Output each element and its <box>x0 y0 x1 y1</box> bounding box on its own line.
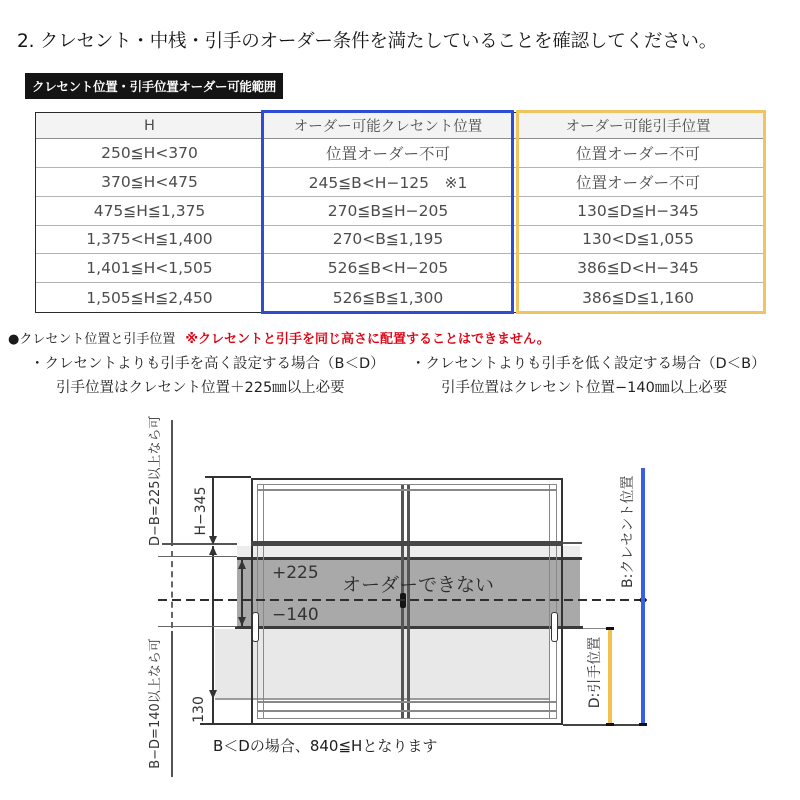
lower-rule-underline <box>171 631 173 777</box>
right-sash-stile <box>549 485 550 718</box>
dim-line-h345 <box>212 477 214 545</box>
offset-minus-140: −140 <box>272 605 319 625</box>
crescent-line-bottom-tick <box>639 723 647 727</box>
crescent-column-highlight <box>261 110 514 314</box>
table-header-cell: H <box>36 113 263 139</box>
crescent-position-label: B:クレセント位置 <box>620 475 636 588</box>
ext-line-handle-top <box>583 628 608 629</box>
note-bullet-title: ●クレセント位置と引手位置 <box>8 332 176 347</box>
dim-label-130: 130 <box>191 696 207 723</box>
crescent-level-dashline <box>158 599 645 601</box>
note-case-higher: ・クレセントよりも引手を高く設定する場合（B＜D） <box>30 356 385 372</box>
pull-handle-right <box>551 612 558 642</box>
crescent-position-line <box>641 468 645 725</box>
arrow-up-icon <box>238 560 246 569</box>
left-sash-stile <box>263 485 264 718</box>
section-label-badge: クレセント位置・引手位置オーダー可能範囲 <box>25 73 283 99</box>
table-cell: 475≦H≦1,375 <box>36 197 263 226</box>
ext-line-zone-bottom <box>158 626 237 627</box>
dim-label-h-345: H−345 <box>193 486 209 536</box>
offset-plus-225: +225 <box>272 563 319 583</box>
ext-line-baseline-right <box>563 724 645 726</box>
table-cell: 1,401≦H<1,505 <box>36 254 263 283</box>
table-cell: 270≦B≦H−205 <box>263 197 513 226</box>
arrow-up-icon <box>209 546 217 555</box>
top-rail-line <box>257 489 557 491</box>
table-cell: 526≦B≦1,300 <box>332 288 444 307</box>
page-title: 2. クレセント・中桟・引手のオーダー条件を満たしていることを確認してください。 <box>17 31 718 52</box>
note-case-lower: ・クレセントよりも引手を低く設定する場合（D＜B） <box>411 356 766 372</box>
arrow-down-icon <box>209 690 217 699</box>
table-header-cell: オーダー可能クレセント位置 <box>263 113 513 139</box>
ext-line-mid-rail <box>162 543 237 545</box>
table-cell: 245≦B<H−125 ※1 <box>263 168 513 197</box>
arrow-down-icon <box>238 617 246 626</box>
handle-position-line <box>608 629 612 725</box>
note-warning: ※クレセントと引手を同じ高さに配置することはできません。 <box>185 332 550 347</box>
table-cell: 1,505≦H≦2,450 <box>86 288 213 307</box>
bottom-rail-line-1 <box>257 701 557 703</box>
diagram-caption: B＜Dの場合、840≦Hとなります <box>213 737 438 755</box>
table-header-cell: オーダー可能引手位置 <box>513 113 763 139</box>
bottom-rail-line-2 <box>257 710 557 712</box>
table-cell: 270<B≦1,195 <box>263 226 513 255</box>
table-cell: 位置オーダー不可 <box>513 168 763 197</box>
handle-position-label: D:引手位置 <box>587 636 603 709</box>
table-cell: 位置オーダー不可 <box>513 139 763 168</box>
handle-column-highlight <box>516 110 766 314</box>
pull-handle-left <box>252 612 259 642</box>
lower-rule-label: B−D=140以上なら可 <box>148 638 163 769</box>
rule-gap-dashline <box>171 551 173 628</box>
upper-rule-underline <box>171 420 173 546</box>
table-cell: 386≦D<H−345 <box>513 254 763 283</box>
middle-rail <box>251 541 563 546</box>
handle-line-top-tick <box>606 627 614 630</box>
middle-rail-extension <box>563 542 582 544</box>
note-case-lower-detail: 引手位置はクレセント位置−140㎜以上必要 <box>441 380 728 396</box>
table-cell: 1,375<H≦1,400 <box>36 226 263 255</box>
upper-rule-label: D−B=225以上なら可 <box>148 415 163 546</box>
handle-line-bottom-tick <box>606 723 614 727</box>
table-cell: 130≦D≦H−345 <box>513 197 763 226</box>
no-order-zone-label: オーダーできない <box>342 574 495 596</box>
meeting-stile-right <box>407 485 410 718</box>
table-cell: 250≦H<370 <box>36 139 263 168</box>
table-cell: 位置オーダー不可 <box>263 139 513 168</box>
table-cell: 370≦H<475 <box>36 168 263 197</box>
table-cell: 526≦B<H−205 <box>263 254 513 283</box>
table-cell: 130<D≦1,055 <box>513 226 763 255</box>
ext-line-zone-top <box>158 556 237 557</box>
table-cell: 386≦D≦1,160 <box>582 288 694 307</box>
position-notes-title-row <box>8 328 550 347</box>
ext-line-frame-top <box>205 476 251 478</box>
note-case-higher-detail: 引手位置はクレセント位置＋225㎜以上必要 <box>56 380 345 396</box>
